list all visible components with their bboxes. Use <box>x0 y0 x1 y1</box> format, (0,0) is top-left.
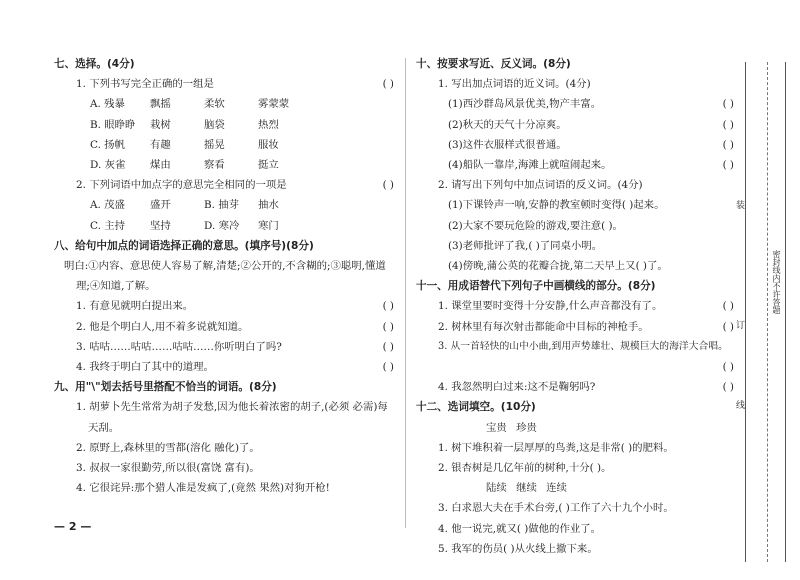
option-row-a: A. 残暴 飘摇 柔软 雾蒙蒙 <box>90 98 290 111</box>
sentence-9-1-cont: 天刮。 <box>88 421 120 434</box>
binding-label-xian: 线 <box>734 400 744 409</box>
right-column <box>416 54 734 559</box>
answer-paren[interactable]: ( ) <box>722 138 734 151</box>
question-7-2: 2. 下列词语中加点字的意思完全相同的一项是 ( ) <box>54 175 394 195</box>
fill-12-3: 3. 白求恩大夫在手术台旁,( )工作了六十九个小时。 <box>438 502 674 515</box>
sentence-9-4: 4. 它很诧异:那个猎人准是发疯了,(竟然 果然)对狗开枪! <box>76 482 330 495</box>
item-10-2-3: (3)老师批评了我,( )了同桌小明。 <box>448 239 603 252</box>
answer-paren[interactable]: ( ) <box>722 118 734 131</box>
sentence-9-3: 3. 叔叔一家很勤劳,所以很(富饶 富有)。 <box>76 462 260 475</box>
sentence-9-2: 2. 原野上,森林里的雪都(溶化 融化)了。 <box>76 441 260 454</box>
answer-paren[interactable]: ( ) <box>382 300 394 313</box>
option-row-d: D. 灰雀 煤由 察看 挺立 <box>90 159 279 172</box>
fill-12-5: 5. 我军的伤员( )从火线上撤下来。 <box>438 542 598 555</box>
page-number: — 2 — <box>54 520 92 533</box>
item-10-1-3: (3)这件衣服样式很普通。 ( ) <box>416 135 734 155</box>
section-12-title: 十二、选词填空。(10分) <box>416 401 536 414</box>
answer-paren[interactable]: ( ) <box>382 179 394 192</box>
item-10-2-1: (1)下课铃声一响,安静的教室顿时变得( )起来。 <box>448 199 665 212</box>
option-row-b: B. 眼睁睁 栽树 脑袋 热烈 <box>90 118 279 131</box>
item-11-4: 4. 我忽然明白过来:这不是鞠躬吗? ( ) <box>416 377 734 397</box>
binding-label-zhuang: 装 <box>734 200 744 209</box>
answer-paren[interactable]: ( ) <box>382 320 394 333</box>
section-10-title: 十、按要求写近、反义词。(8分) <box>416 58 571 70</box>
section-9-title: 九、用"\"划去括号里搭配不恰当的词语。(8分) <box>54 381 277 394</box>
fill-12-1: 1. 树下堆积着一层厚厚的鸟粪,这是非常( )的肥料。 <box>438 441 674 454</box>
section-11-title: 十一、用成语替代下列句子中画横线的部分。(8分) <box>416 280 656 293</box>
binding-dashed-line <box>767 62 768 562</box>
answer-paren[interactable]: ( ) <box>722 300 734 313</box>
option-row-c: C. 扬帆 有趣 摇晃 服妆 <box>90 138 279 151</box>
item-11-1: 1. 课堂里要时变得十分安静,什么声音都没有了。 ( ) <box>416 296 734 316</box>
binding-label-ding: 订 <box>734 320 744 329</box>
binding-line-inner <box>785 62 786 562</box>
item-10-2-2: (2)大家不要玩危险的游戏,要注意( )。 <box>448 219 623 232</box>
question-8-4: 4. 我终于明白了其中的道理。 ( ) <box>54 357 394 377</box>
answer-paren[interactable]: ( ) <box>382 340 394 353</box>
word-bank-1: 宝贵 珍贵 <box>486 421 537 434</box>
binding-note: 密封线内不许答题 <box>772 250 781 314</box>
word-bank-2: 陆续 继续 连续 <box>486 482 567 495</box>
option-row-ab: A. 茂盛 盛开 B. 抽芽 抽水 <box>90 199 279 212</box>
question-8-3: 3. 咕咕……咕咕……咕咕……你听明白了吗? ( ) <box>54 337 394 357</box>
question-7-1: 1. 下列书写完全正确的一组是 ( ) <box>54 74 394 94</box>
definition-line: 明白:①内容、意思使人容易了解,清楚;②公开的,不含糊的;③聪明,懂道 <box>64 260 386 273</box>
section-7-title: 七、选择。(4分) <box>54 58 135 70</box>
part-10-2: 2. 请写出下列句中加点词语的反义词。(4分) <box>438 179 643 192</box>
column-divider <box>405 58 406 528</box>
binding-line-outer <box>745 62 746 562</box>
definition-line: 理;④知道,了解。 <box>76 280 156 293</box>
fill-12-4: 4. 他一说完,就又( )做他的作业了。 <box>438 522 602 535</box>
item-11-3: 3. 从一首轻快的山中小曲,到用声势雄壮、规模巨大的海洋大合唱。 <box>438 340 728 352</box>
section-8-title: 八、给句中加点的词语选择正确的意思。(填序号)(8分) <box>54 239 314 252</box>
item-11-2: 2. 树林里有每次射击都能命中目标的神枪手。 ( ) <box>416 317 734 337</box>
answer-paren[interactable]: ( ) <box>722 159 734 172</box>
fill-12-2: 2. 银杏树是几亿年前的树种,十分( )。 <box>438 462 612 475</box>
answer-paren[interactable]: ( ) <box>722 320 734 333</box>
item-11-3-answer <box>416 357 734 377</box>
item-10-1-4: (4)船队一靠岸,海滩上就喧闹起来。 ( ) <box>416 155 734 175</box>
answer-paren[interactable]: ( ) <box>722 381 734 394</box>
item-10-2-4: (4)傍晚,蒲公英的花瓣合拢,第二天早上又( )了。 <box>448 260 668 273</box>
answer-paren[interactable]: ( ) <box>722 98 734 111</box>
answer-paren[interactable]: ( ) <box>722 361 734 374</box>
answer-paren[interactable]: ( ) <box>382 361 394 374</box>
left-column <box>54 54 394 498</box>
question-8-2: 2. 他是个明白人,用不着多说就知道。 ( ) <box>54 317 394 337</box>
item-10-1-2: (2)秋天的天气十分凉爽。 ( ) <box>416 115 734 135</box>
question-8-1: 1. 有意见就明白提出来。 ( ) <box>54 296 394 316</box>
part-10-1: 1. 写出加点词语的近义词。(4分) <box>438 78 591 91</box>
item-10-1-1: (1)西沙群岛风景优美,物产丰富。 ( ) <box>416 94 734 114</box>
option-row-cd: C. 主持 坚持 D. 寒冷 寒门 <box>90 219 279 232</box>
answer-paren[interactable]: ( ) <box>382 78 394 91</box>
sentence-9-1: 1. 胡萝卜先生常常为胡子发愁,因为他长着浓密的胡子,(必须 必需)每 <box>76 401 388 414</box>
